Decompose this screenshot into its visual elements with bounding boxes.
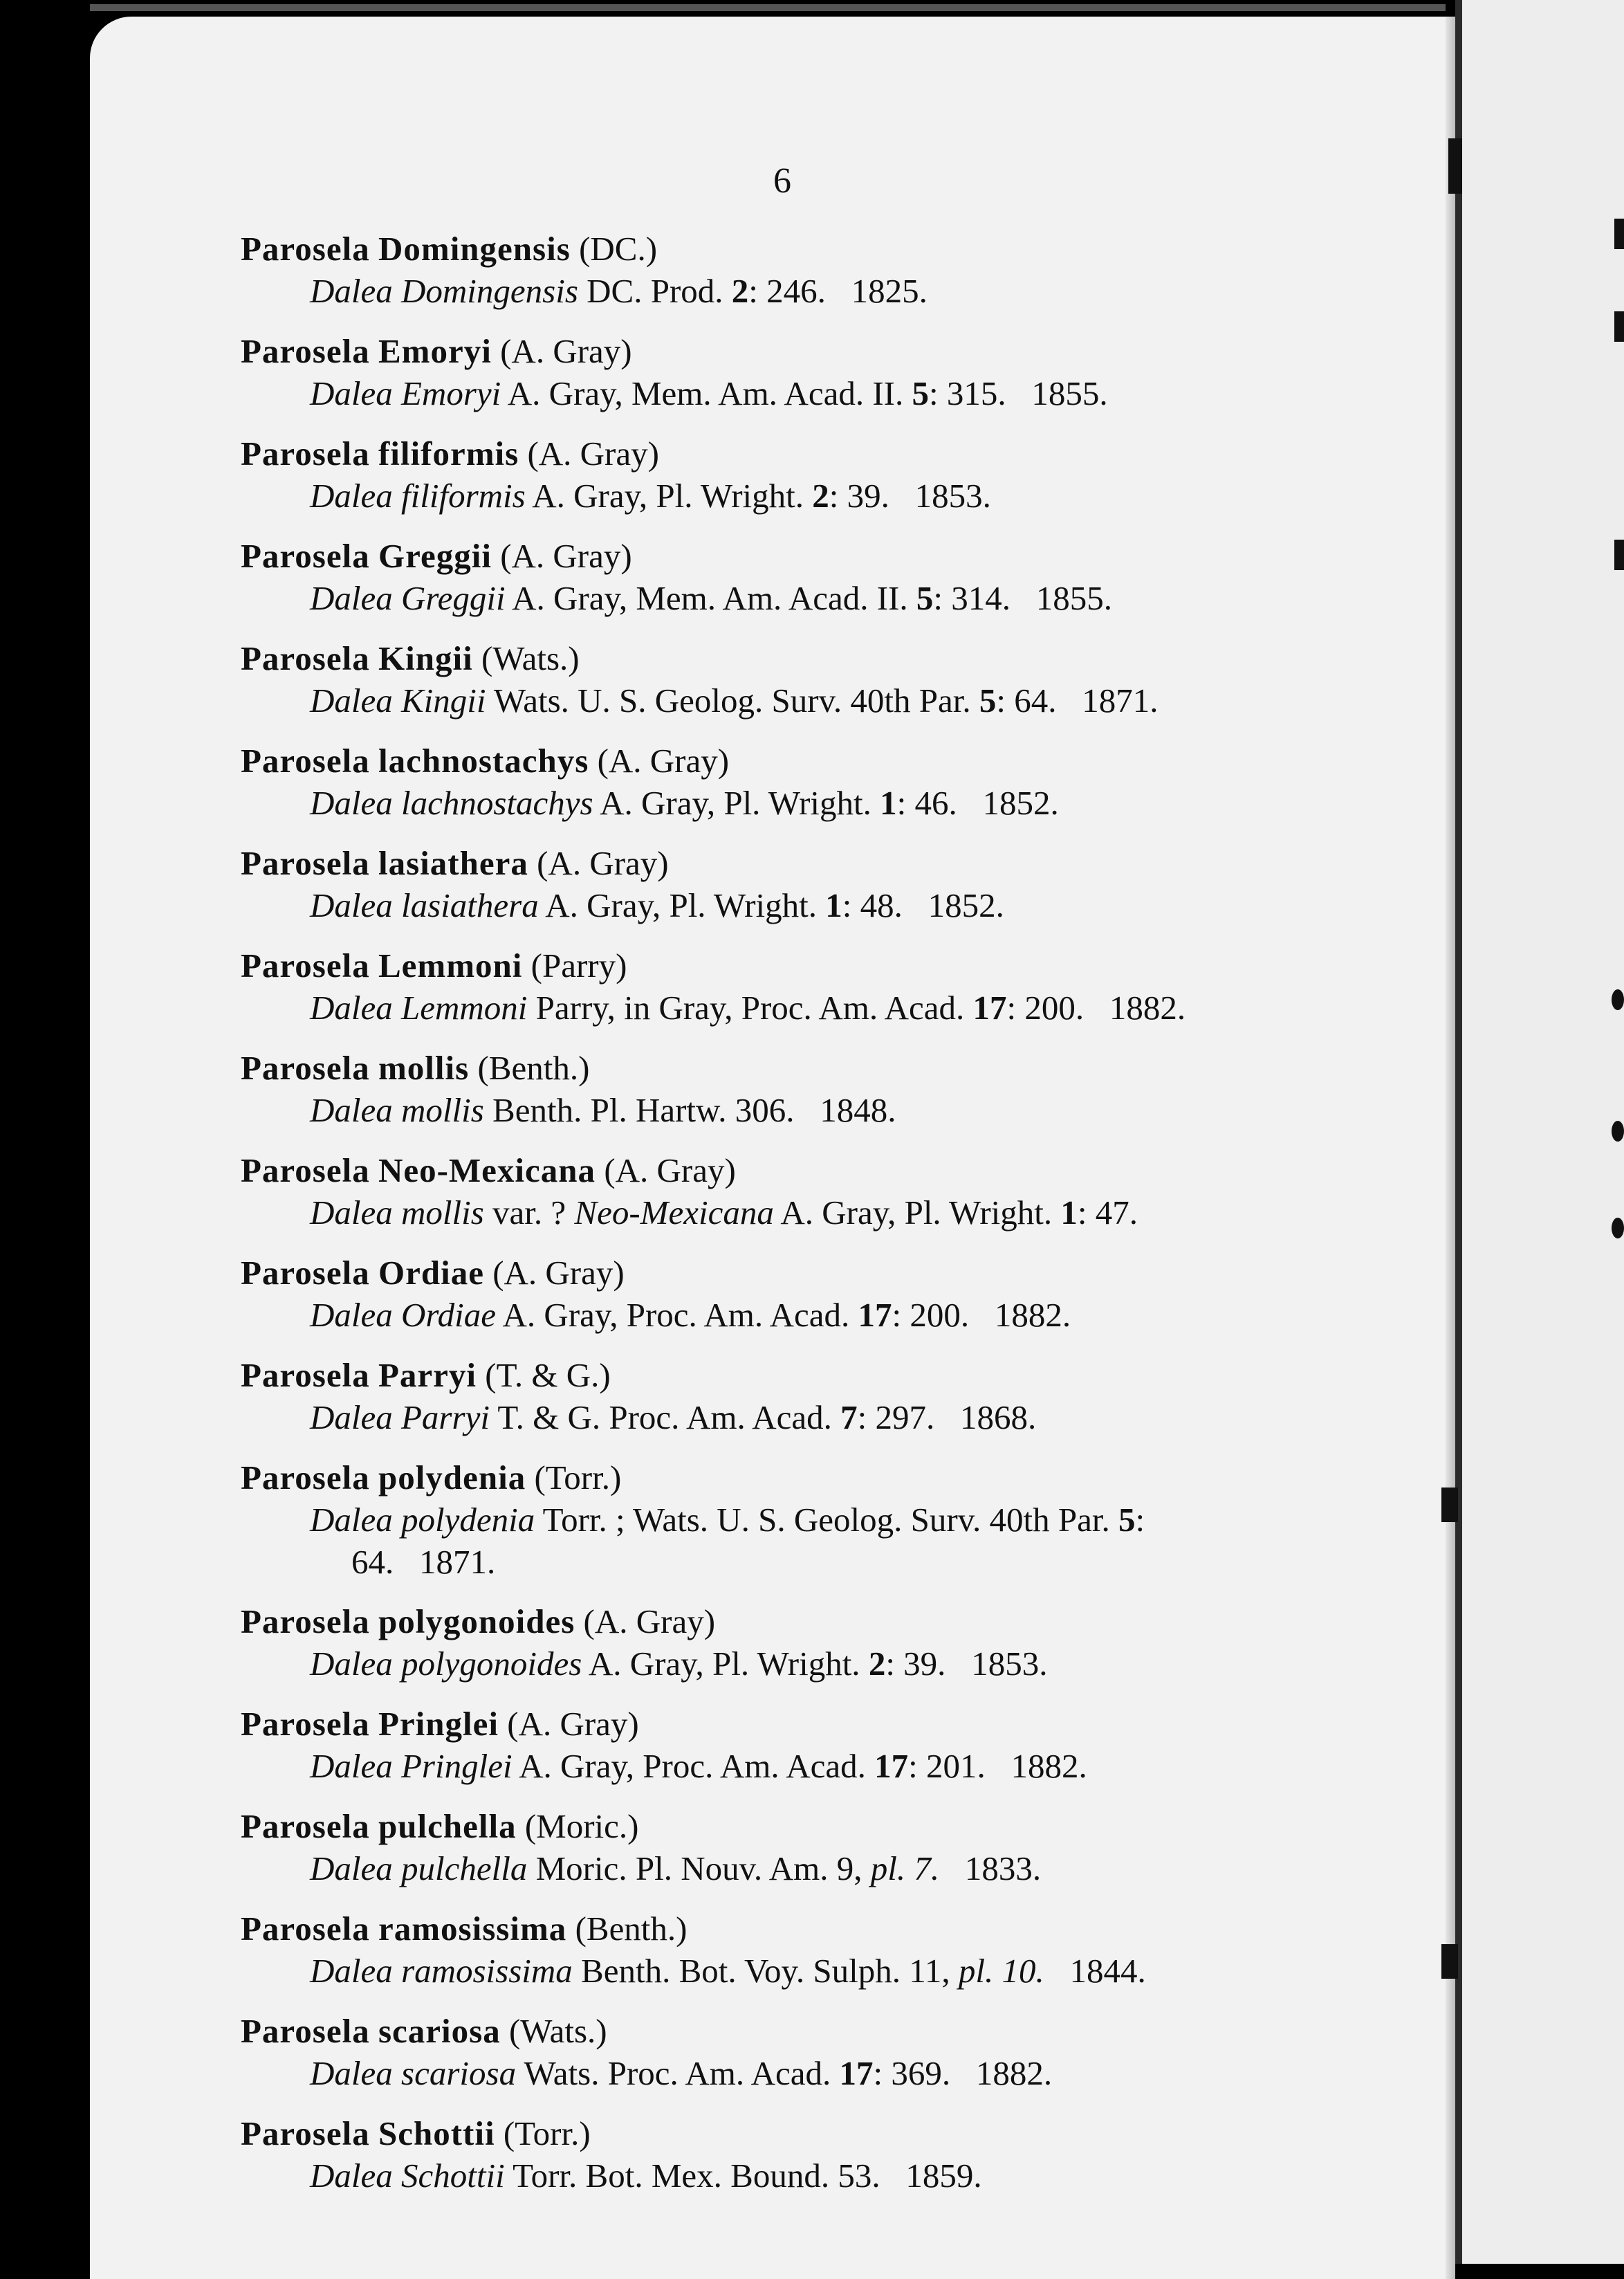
synonym: Dalea Kingii <box>310 681 486 720</box>
species-entry <box>241 1601 1375 1685</box>
authority: (A. Gray) <box>500 537 632 575</box>
synonym-citation <box>241 1294 1375 1337</box>
volume-number: 5 <box>916 579 934 617</box>
species-entry <box>241 843 1375 927</box>
page-number: 6 <box>773 161 791 201</box>
species-name: Schottii <box>378 2114 495 2152</box>
citation: Benth. Pl. Hartw. 306. <box>492 1091 795 1129</box>
authority: (A. Gray) <box>500 332 632 370</box>
synonym: Dalea mollis <box>310 1091 484 1129</box>
genus-name: Parosela <box>241 1910 370 1948</box>
facing-page-mark <box>1614 540 1624 570</box>
scan-top-edge <box>90 4 1446 11</box>
year: 1859. <box>905 2157 982 2195</box>
year: 1882. <box>975 2054 1053 2092</box>
page-ref: : 47. <box>1077 1193 1138 1232</box>
volume-number: 5 <box>979 681 997 720</box>
year: 1871. <box>1082 681 1159 720</box>
synonym-citation <box>241 1499 1375 1541</box>
year: 1833. <box>964 1849 1042 1887</box>
page-ref: : 48. <box>842 886 903 924</box>
year: 1853. <box>971 1645 1048 1683</box>
species-entry <box>241 740 1375 825</box>
synonym: Dalea Lemmoni <box>310 989 528 1027</box>
page-ref: : 200. <box>1006 989 1085 1027</box>
citation: Torr. Bot. Mex. Bound. 53. <box>513 2157 880 2195</box>
plate-ref: pl. 10. <box>958 1952 1044 1990</box>
facing-page-mark <box>1612 989 1624 1010</box>
facing-page-mark <box>1614 311 1624 342</box>
volume-number: 5 <box>1118 1501 1136 1539</box>
synonym-citation <box>241 1089 1375 1132</box>
volume-number: 1 <box>880 784 897 822</box>
genus-name: Parosela <box>241 1807 370 1845</box>
synonym: Dalea Domingensis <box>310 272 578 310</box>
authority: (A. Gray) <box>507 1705 639 1743</box>
authority: (A. Gray) <box>597 742 730 780</box>
volume-number: 17 <box>874 1747 909 1785</box>
synonym-citation <box>241 475 1375 518</box>
synonym: Dalea mollis <box>310 1193 484 1232</box>
synonym-citation <box>241 987 1375 1029</box>
entry-heading <box>241 740 1375 782</box>
volume-number: 2 <box>812 477 829 515</box>
year: 1868. <box>960 1398 1037 1436</box>
species-name: lasiathera <box>378 844 528 882</box>
authority: (Parry) <box>530 946 627 985</box>
species-list <box>241 228 1375 2215</box>
entry-heading <box>241 1806 1375 1847</box>
citation: A. Gray, Mem. Am. Acad. II. <box>507 374 904 412</box>
year: 1882. <box>994 1296 1071 1334</box>
entry-heading <box>241 1150 1375 1191</box>
species-name: Greggii <box>378 537 492 575</box>
synonym: Dalea filiformis <box>310 477 526 515</box>
synonym-citation <box>241 1396 1375 1439</box>
authority: (Wats.) <box>481 639 580 677</box>
genus-name: Parosela <box>241 844 370 882</box>
species-name: Lemmoni <box>378 946 523 985</box>
binding-mark <box>1441 1488 1458 1522</box>
synonym-citation <box>241 1847 1375 1890</box>
citation: DC. Prod. <box>587 272 723 310</box>
entry-heading <box>241 228 1375 270</box>
year: 1825. <box>851 272 928 310</box>
facing-page-mark <box>1614 219 1624 249</box>
species-entry <box>241 228 1375 313</box>
authority: (T. & G.) <box>485 1356 611 1394</box>
facing-page-mark <box>1612 1121 1624 1142</box>
authority: (Moric.) <box>524 1807 639 1845</box>
page-ref: : 246. <box>748 272 826 310</box>
synonym-variety: Neo-Mexicana <box>574 1193 774 1232</box>
synonym: Dalea scariosa <box>310 2054 517 2092</box>
citation: Wats. Proc. Am. Acad. <box>524 2054 831 2092</box>
year: 1882. <box>1011 1747 1087 1785</box>
synonym: Dalea polygonoides <box>310 1645 582 1683</box>
synonym-citation <box>241 679 1375 722</box>
synonym: Dalea Parryi <box>310 1398 490 1436</box>
page-ref: : 64. <box>996 681 1057 720</box>
synonym: Dalea Schottii <box>310 2157 505 2195</box>
authority: (Wats.) <box>508 2012 607 2050</box>
synonym-citation <box>241 1745 1375 1788</box>
volume-number: 7 <box>840 1398 858 1436</box>
page-ref: : 315. <box>929 374 1006 412</box>
synonym: Dalea ramosissima <box>310 1952 573 1990</box>
page-ref: : 200. <box>892 1296 970 1334</box>
year: 1855. <box>1031 374 1108 412</box>
synonym-citation <box>241 2154 1375 2197</box>
genus-name: Parosela <box>241 2114 370 2152</box>
authority: (Torr.) <box>503 2114 591 2152</box>
authority: (A. Gray) <box>537 844 669 882</box>
page-ref: : 369. <box>873 2054 951 2092</box>
synonym: Dalea lachnostachys <box>310 784 593 822</box>
entry-heading <box>241 945 1375 987</box>
species-name: Domingensis <box>378 230 571 268</box>
synonym: Dalea Greggii <box>310 579 506 617</box>
species-entry <box>241 1150 1375 1234</box>
genus-name: Parosela <box>241 742 370 780</box>
citation: A. Gray, Pl. Wright. <box>532 477 804 515</box>
entry-heading <box>241 536 1375 577</box>
synonym: Dalea pulchella <box>310 1849 528 1887</box>
year: 1852. <box>982 784 1059 822</box>
species-entry <box>241 1703 1375 1788</box>
species-name: polygonoides <box>378 1602 575 1640</box>
synonym-citation <box>241 1950 1375 1993</box>
citation: T. & G. Proc. Am. Acad. <box>497 1398 832 1436</box>
citation: Torr. ; Wats. U. S. Geolog. Surv. 40th Par. <box>542 1501 1110 1539</box>
species-entry <box>241 1252 1375 1337</box>
entry-heading <box>241 331 1375 372</box>
entry-heading <box>241 1252 1375 1294</box>
year: 1855. <box>1035 579 1112 617</box>
genus-name: Parosela <box>241 434 370 473</box>
authority: (A. Gray) <box>492 1254 625 1292</box>
volume-number: 2 <box>868 1645 886 1683</box>
species-entry <box>241 945 1375 1029</box>
entry-heading <box>241 1703 1375 1745</box>
genus-name: Parosela <box>241 1602 370 1640</box>
synonym: Dalea Emoryi <box>310 374 501 412</box>
citation: A. Gray, Pl. Wright. <box>588 1645 860 1683</box>
year: 1882. <box>1109 989 1186 1027</box>
synonym: Dalea polydenia <box>310 1501 535 1539</box>
genus-name: Parosela <box>241 1458 370 1497</box>
species-entry <box>241 2011 1375 2095</box>
species-name: scariosa <box>378 2012 501 2050</box>
volume-number: 1 <box>825 886 842 924</box>
citation: Parry, in Gray, Proc. Am. Acad. <box>535 989 965 1027</box>
genus-name: Parosela <box>241 1356 370 1394</box>
citation: A. Gray, Proc. Am. Acad. <box>502 1296 850 1334</box>
authority: (Torr.) <box>534 1458 622 1497</box>
citation: A. Gray, Mem. Am. Acad. II. <box>512 579 908 617</box>
genus-name: Parosela <box>241 946 370 985</box>
page-ref: : 46. <box>896 784 957 822</box>
species-entry <box>241 433 1375 518</box>
year: 1853. <box>914 477 991 515</box>
authority: (A. Gray) <box>583 1602 716 1640</box>
synonym-citation <box>241 1642 1375 1685</box>
genus-name: Parosela <box>241 639 370 677</box>
species-entry <box>241 2113 1375 2197</box>
plate-ref: pl. 7. <box>870 1849 940 1887</box>
citation: A. Gray, Pl. Wright. <box>600 784 871 822</box>
entry-heading <box>241 2113 1375 2154</box>
authority: (Benth.) <box>575 1910 688 1948</box>
page-ref: : 39. <box>885 1645 946 1683</box>
binding-mark <box>1441 1944 1458 1979</box>
volume-number: 17 <box>858 1296 892 1334</box>
page-ref: : 201. <box>908 1747 986 1785</box>
synonym: Dalea Pringlei <box>310 1747 513 1785</box>
species-name: Emoryi <box>378 332 492 370</box>
genus-name: Parosela <box>241 1705 370 1743</box>
genus-name: Parosela <box>241 332 370 370</box>
page-ref: : 314. <box>933 579 1011 617</box>
entry-heading <box>241 1355 1375 1396</box>
page-ref: : <box>1135 1501 1145 1539</box>
genus-name: Parosela <box>241 230 370 268</box>
synonym-citation <box>241 577 1375 620</box>
genus-name: Parosela <box>241 1151 370 1189</box>
species-name: filiformis <box>378 434 519 473</box>
species-name: Neo-Mexicana <box>378 1151 596 1189</box>
binding-mark <box>1448 138 1462 194</box>
entry-heading <box>241 2011 1375 2052</box>
species-entry <box>241 638 1375 722</box>
species-name: ramosissima <box>378 1910 567 1948</box>
species-name: Pringlei <box>378 1705 499 1743</box>
citation: Moric. Pl. Nouv. Am. 9, <box>535 1849 862 1887</box>
species-name: Parryi <box>378 1356 477 1394</box>
volume-number: 17 <box>972 989 1007 1027</box>
genus-name: Parosela <box>241 1049 370 1087</box>
species-name: lachnostachys <box>378 742 589 780</box>
species-entry <box>241 1355 1375 1439</box>
synonym: Dalea Ordiae <box>310 1296 496 1334</box>
entry-heading <box>241 843 1375 884</box>
species-name: pulchella <box>378 1807 517 1845</box>
entry-heading <box>241 433 1375 475</box>
genus-name: Parosela <box>241 1254 370 1292</box>
citation: A. Gray, Pl. Wright. <box>780 1193 1053 1232</box>
volume-number: 17 <box>839 2054 874 2092</box>
entry-heading <box>241 1457 1375 1499</box>
entry-heading <box>241 1047 1375 1089</box>
volume-number: 2 <box>731 272 749 310</box>
synonym-qualifier: var. ? <box>492 1193 566 1232</box>
species-entry <box>241 536 1375 620</box>
page-ref: : 297. <box>857 1398 935 1436</box>
citation: A. Gray, Pl. Wright. <box>545 886 817 924</box>
citation: Benth. Bot. Voy. Sulph. 11, <box>581 1952 950 1990</box>
citation-continuation: 64. 1871. <box>351 1543 496 1581</box>
year: 1844. <box>1069 1952 1146 1990</box>
entry-heading <box>241 638 1375 679</box>
species-entry <box>241 1908 1375 1993</box>
species-name: Ordiae <box>378 1254 484 1292</box>
citation: Wats. U. S. Geolog. Surv. 40th Par. <box>493 681 971 720</box>
synonym-citation <box>241 1191 1375 1234</box>
entry-heading <box>241 1601 1375 1642</box>
species-entry <box>241 331 1375 415</box>
species-entry <box>241 1806 1375 1890</box>
authority: (A. Gray) <box>604 1151 736 1189</box>
volume-number: 1 <box>1060 1193 1078 1232</box>
species-entry <box>241 1457 1375 1583</box>
facing-page-edge <box>1455 0 1624 2264</box>
year: 1848. <box>820 1091 896 1129</box>
synonym-citation <box>241 782 1375 825</box>
species-name: polydenia <box>378 1458 526 1497</box>
authority: (Benth.) <box>477 1049 590 1087</box>
citation: A. Gray, Proc. Am. Acad. <box>519 1747 866 1785</box>
species-name: mollis <box>378 1049 470 1087</box>
volume-number: 5 <box>912 374 929 412</box>
year: 1852. <box>928 886 1004 924</box>
synonym-citation <box>241 372 1375 415</box>
species-name: Kingii <box>378 639 473 677</box>
synonym-citation <box>241 884 1375 927</box>
genus-name: Parosela <box>241 537 370 575</box>
synonym-citation <box>241 2052 1375 2095</box>
entry-heading <box>241 1908 1375 1950</box>
species-entry <box>241 1047 1375 1132</box>
genus-name: Parosela <box>241 2012 370 2050</box>
authority: (A. Gray) <box>527 434 659 473</box>
synonym-citation <box>241 270 1375 313</box>
authority: (DC.) <box>579 230 658 268</box>
facing-page-mark <box>1612 1218 1624 1238</box>
synonym: Dalea lasiathera <box>310 886 539 924</box>
page-ref: : 39. <box>829 477 889 515</box>
